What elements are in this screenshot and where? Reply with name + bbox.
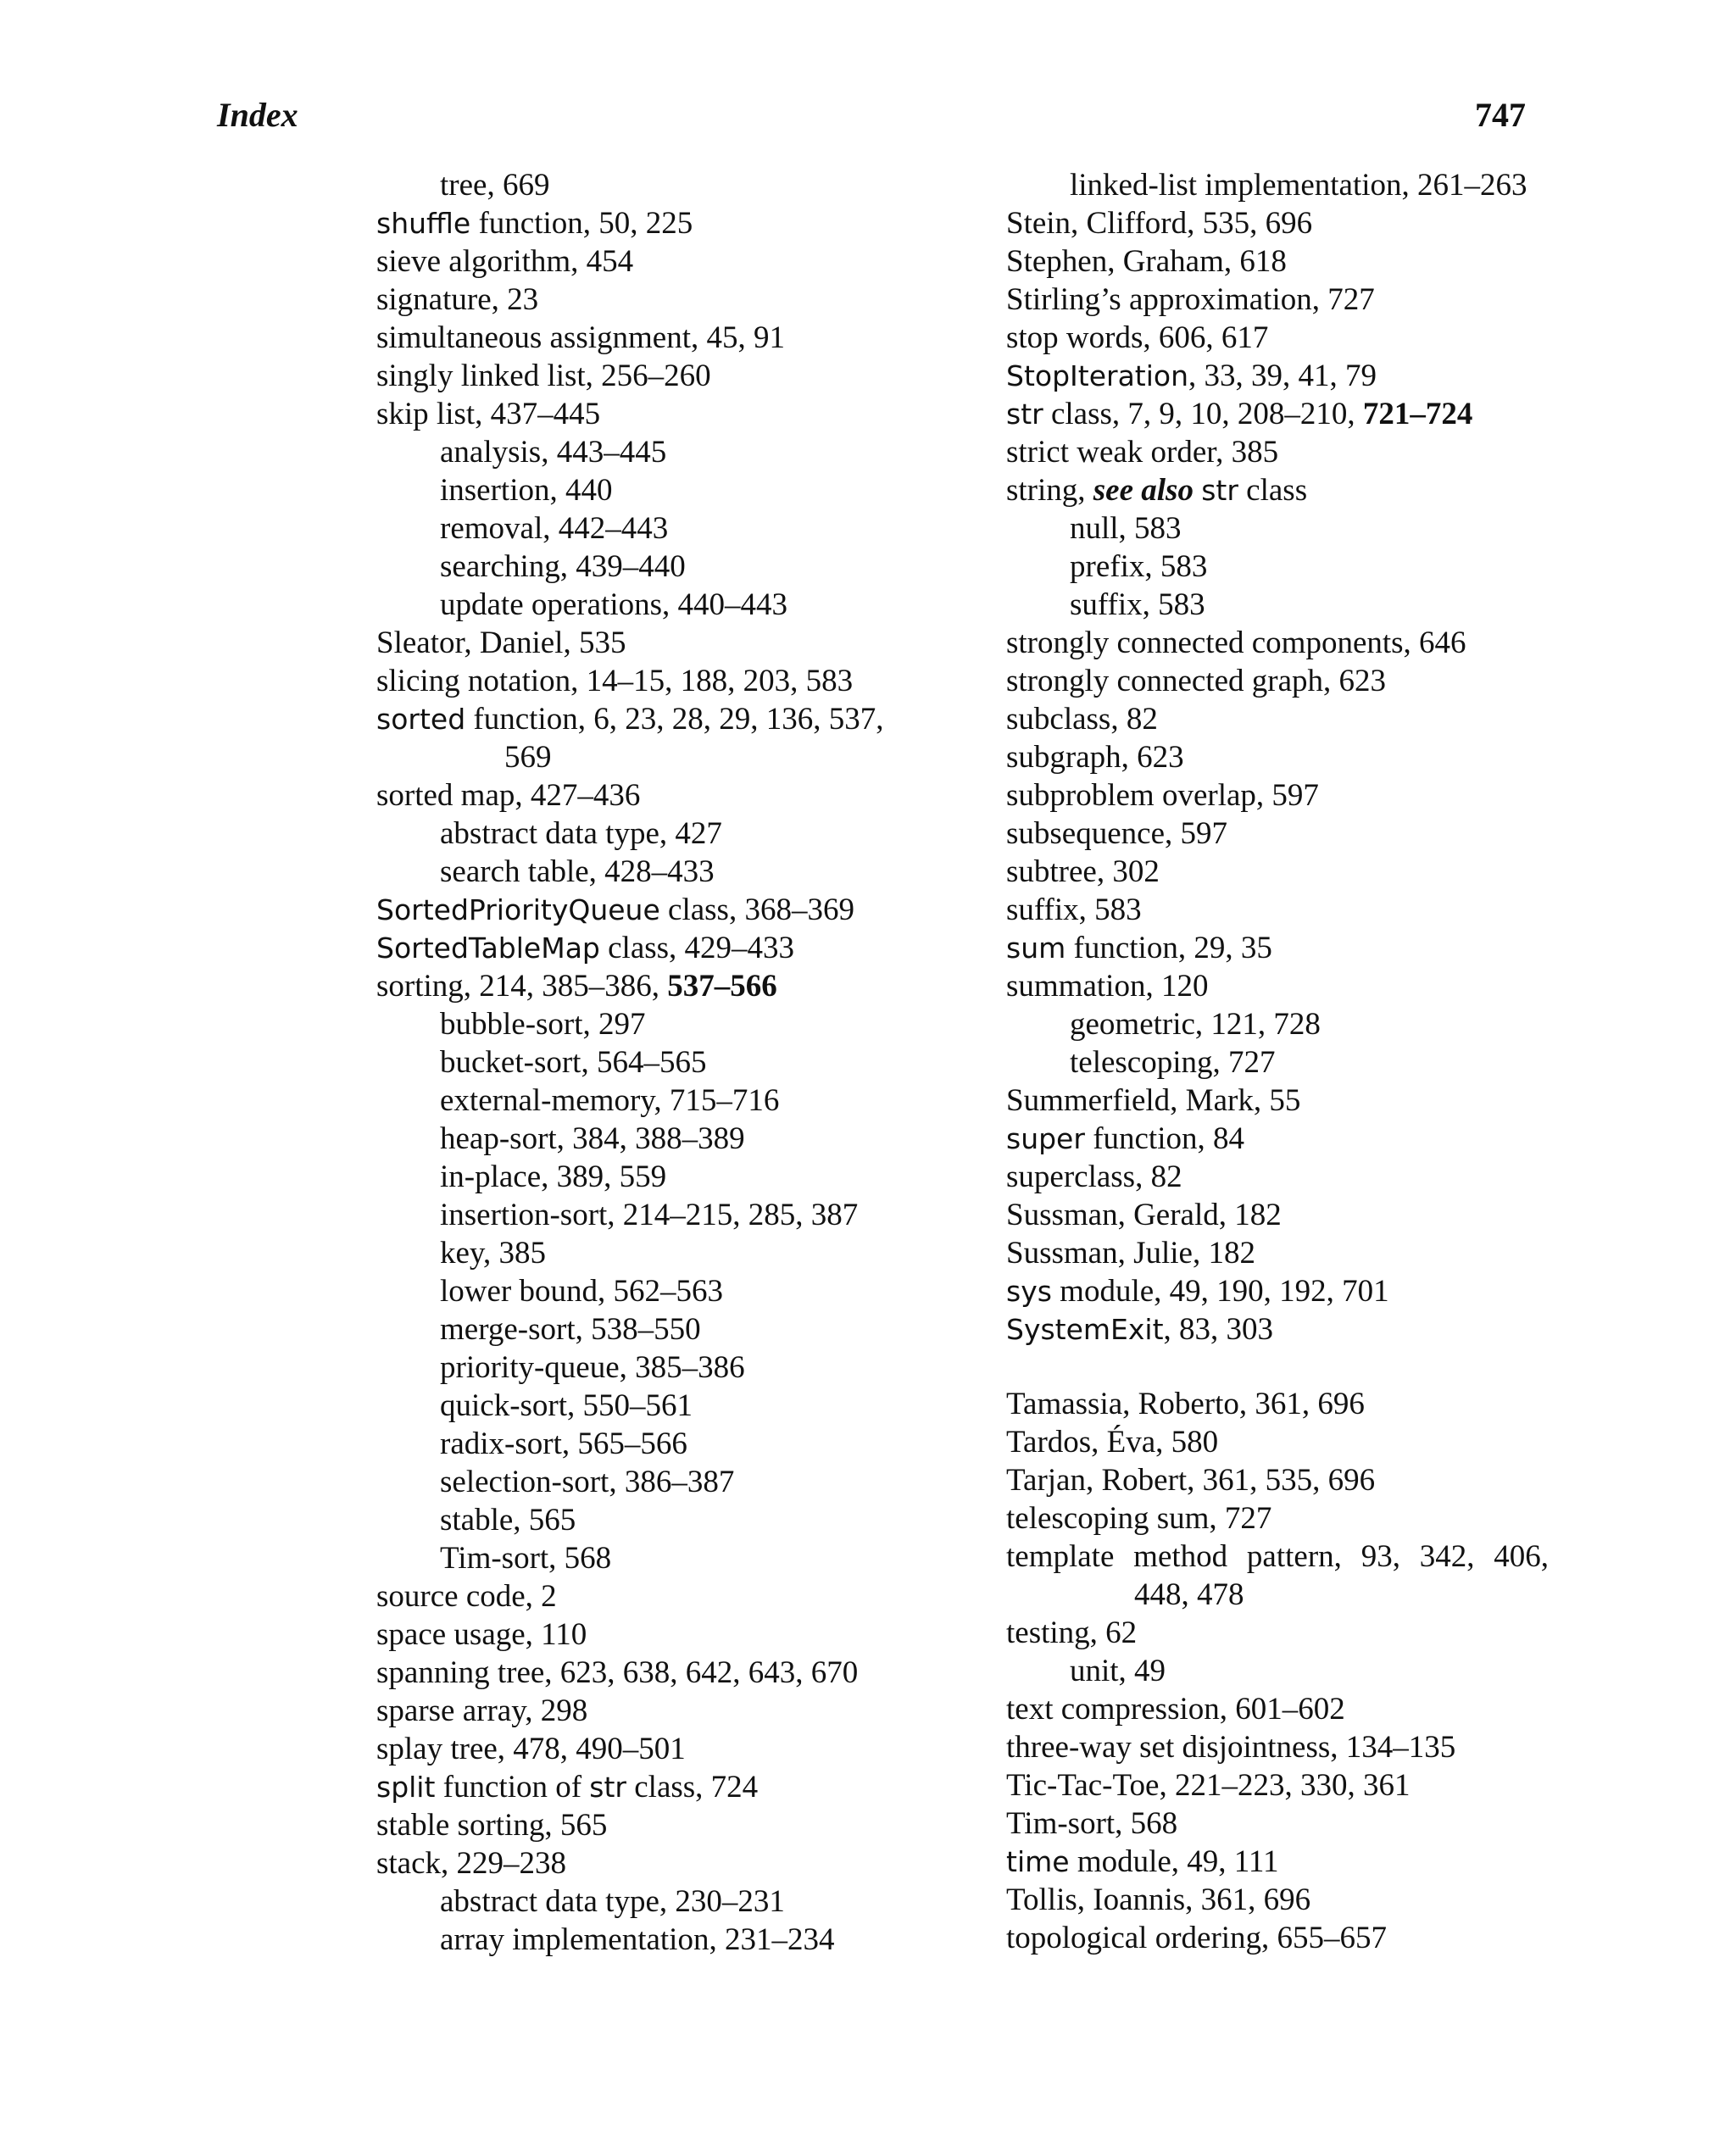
- index-subentry: [376, 586, 919, 624]
- index-subentry: [376, 1043, 919, 1082]
- entry-text: subproblem overlap, 597: [1006, 778, 1319, 813]
- entry-text: array implementation, 231–234: [440, 1922, 835, 1957]
- index-subentry: [376, 1387, 919, 1425]
- index-subentry: [376, 1501, 919, 1539]
- index-entry: [1006, 1423, 1549, 1461]
- index-entry: [376, 1615, 919, 1654]
- index-subentry: [1006, 1005, 1549, 1043]
- code-term: SystemExit: [1006, 1313, 1164, 1346]
- index-entry: [1006, 319, 1549, 357]
- index-column-right: [1006, 166, 1549, 1957]
- entry-text: abstract data type, 427: [440, 816, 722, 851]
- entry-text: , 83, 303: [1163, 1312, 1274, 1347]
- index-entry: [376, 1806, 919, 1844]
- entry-text: radix-sort, 565–566: [440, 1426, 687, 1461]
- primary-page-range: 721–724: [1362, 397, 1473, 431]
- index-subentry: [376, 1005, 919, 1043]
- index-subentry: [376, 1539, 919, 1577]
- index-entry: [376, 662, 919, 700]
- entry-text: class, 429–433: [599, 931, 795, 965]
- index-entry: [1006, 471, 1549, 509]
- entry-text: analysis, 443–445: [440, 435, 667, 470]
- index-entry: [1006, 1082, 1549, 1120]
- index-entry: [1006, 853, 1549, 891]
- entry-text: singly linked list, 256–260: [376, 359, 711, 393]
- index-entry: [1006, 700, 1549, 738]
- entry-text: subsequence, 597: [1006, 816, 1227, 851]
- entry-text: sparse array, 298: [376, 1693, 588, 1728]
- entry-text: stable, 565: [440, 1503, 576, 1538]
- index-entry: [1006, 1690, 1549, 1728]
- index-entry: [1006, 1310, 1549, 1349]
- entry-text: abstract data type, 230–231: [440, 1884, 785, 1919]
- entry-text: topological ordering, 655–657: [1006, 1921, 1388, 1955]
- entry-text: Stephen, Graham, 618: [1006, 244, 1287, 279]
- entry-text: subgraph, 623: [1006, 740, 1184, 775]
- index-entry: [1006, 1805, 1549, 1843]
- entry-text: sorted map, 427–436: [376, 778, 641, 813]
- entry-text: Tim-sort, 568: [440, 1541, 612, 1576]
- index-subentry: [376, 166, 919, 204]
- index-entry: [1006, 1158, 1549, 1196]
- entry-text: simultaneous assignment, 45, 91: [376, 320, 785, 355]
- index-subentry: [1006, 1043, 1549, 1082]
- entry-text: lower bound, 562–563: [440, 1274, 723, 1309]
- entry-text: spanning tree, 623, 638, 642, 643, 670: [376, 1655, 859, 1690]
- entry-text: Sleator, Daniel, 535: [376, 626, 626, 660]
- entry-text: superclass, 82: [1006, 1159, 1182, 1194]
- index-subentry: [376, 1425, 919, 1463]
- entry-text: priority-queue, 385–386: [440, 1350, 745, 1385]
- entry-text: suffix, 583: [1006, 893, 1142, 927]
- index-subentry: [376, 853, 919, 891]
- index-entry: [376, 1692, 919, 1730]
- index-subentry: [1006, 586, 1549, 624]
- entry-text: module, 49, 190, 192, 701: [1051, 1274, 1389, 1309]
- index-entry: [1006, 738, 1549, 776]
- entry-text: unit, 49: [1070, 1654, 1166, 1688]
- index-subentry: [376, 1310, 919, 1349]
- index-entry: [1006, 1461, 1549, 1499]
- index-entry: [376, 1730, 919, 1768]
- index-entry: [1006, 1499, 1549, 1538]
- entry-text: search table, 428–433: [440, 854, 715, 889]
- code-term: split: [376, 1771, 436, 1804]
- index-entry: [1006, 1766, 1549, 1805]
- entry-text: Sussman, Julie, 182: [1006, 1236, 1255, 1271]
- entry-text: key, 385: [440, 1236, 547, 1271]
- index-entry: [1006, 1120, 1549, 1158]
- code-term: sys: [1006, 1275, 1052, 1308]
- code-term: shuffle: [376, 207, 471, 240]
- entry-text: stable sorting, 565: [376, 1808, 608, 1843]
- index-entry: [376, 1844, 919, 1882]
- entry-text: prefix, 583: [1070, 549, 1208, 584]
- entry-text: testing, 62: [1006, 1615, 1138, 1650]
- entry-text: space usage, 110: [376, 1617, 587, 1652]
- entry-text: selection-sort, 386–387: [440, 1465, 735, 1499]
- entry-text: stop words, 606, 617: [1006, 320, 1269, 355]
- entry-text: skip list, 437–445: [376, 397, 601, 431]
- entry-text: Tollis, Ioannis, 361, 696: [1006, 1882, 1311, 1917]
- see-also-label: see also: [1093, 473, 1194, 508]
- entry-text: function, 29, 35: [1066, 931, 1272, 965]
- entry-text: function of: [435, 1770, 590, 1805]
- index-subentry: [376, 1158, 919, 1196]
- entry-text: function, 84: [1084, 1121, 1244, 1156]
- entry-text: class, 724: [626, 1770, 759, 1805]
- index-entry: [376, 204, 919, 242]
- entry-text: Stirling’s approximation, 727: [1006, 282, 1375, 317]
- entry-text: source code, 2: [376, 1579, 557, 1614]
- index-subentry: [376, 1082, 919, 1120]
- index-subentry: [376, 1463, 919, 1501]
- entry-text: three-way set disjointness, 134–135: [1006, 1730, 1456, 1765]
- entry-text: subtree, 302: [1006, 854, 1160, 889]
- entry-text: strongly connected components, 646: [1006, 626, 1466, 660]
- entry-text: Tarjan, Robert, 361, 535, 696: [1006, 1463, 1376, 1498]
- entry-text: update operations, 440–443: [440, 587, 787, 622]
- index-subentry: [1006, 509, 1549, 548]
- code-term: time: [1006, 1845, 1070, 1878]
- index-entry: [1006, 815, 1549, 853]
- entry-text: removal, 442–443: [440, 511, 669, 546]
- index-entry: [1006, 1881, 1549, 1919]
- index-entry: [376, 281, 919, 319]
- index-entry: [376, 967, 919, 1005]
- entry-text: class, 368–369: [659, 893, 854, 927]
- index-entry: [1006, 433, 1549, 471]
- entry-text: null, 583: [1070, 511, 1182, 546]
- index-subentry: [376, 1921, 919, 1959]
- entry-text: signature, 23: [376, 282, 539, 317]
- index-entry: [1006, 281, 1549, 319]
- entry-text: Tim-sort, 568: [1006, 1806, 1178, 1841]
- index-entry: [1006, 1728, 1549, 1766]
- entry-text: bucket-sort, 564–565: [440, 1045, 707, 1080]
- code-term: sorted: [376, 703, 466, 736]
- index-entry: [376, 395, 919, 433]
- entry-text: insertion-sort, 214–215, 285, 387: [440, 1198, 859, 1232]
- entry-text: stack, 229–238: [376, 1846, 567, 1881]
- index-subentry: [376, 548, 919, 586]
- entry-text: suffix, 583: [1070, 587, 1205, 622]
- code-term: StopIteration: [1006, 359, 1188, 392]
- page-number: 747: [1475, 96, 1526, 134]
- entry-text: sorting, 214, 385–386,: [376, 969, 668, 1004]
- entry-text: external-memory, 715–716: [440, 1083, 780, 1118]
- index-entry: [1006, 624, 1549, 662]
- entry-text: strict weak order, 385: [1006, 435, 1279, 470]
- index-entry: [1006, 1538, 1549, 1614]
- index-subentry: [376, 1272, 919, 1310]
- entry-text: telescoping, 727: [1070, 1045, 1276, 1080]
- index-subentry: [376, 1196, 919, 1234]
- index-entry: [376, 357, 919, 395]
- index-entry: [1006, 1272, 1549, 1310]
- index-subentry: [376, 433, 919, 471]
- index-entry: [376, 700, 919, 776]
- index-entry: [376, 624, 919, 662]
- index-column-left: [376, 166, 919, 1959]
- code-term: SortedPriorityQueue: [376, 893, 660, 926]
- entry-text: in-place, 389, 559: [440, 1159, 667, 1194]
- index-entry: [1006, 357, 1549, 395]
- entry-text: bubble-sort, 297: [440, 1007, 646, 1042]
- page-header: [217, 95, 1526, 146]
- index-entry: [376, 929, 919, 967]
- index-entry: [376, 1768, 919, 1806]
- entry-text: telescoping sum, 727: [1006, 1501, 1272, 1536]
- index-entry: [376, 1654, 919, 1692]
- code-term: str: [1006, 398, 1043, 431]
- entry-text: Sussman, Gerald, 182: [1006, 1198, 1282, 1232]
- index-entry: [376, 891, 919, 929]
- entry-text: Stein, Clifford, 535, 696: [1006, 206, 1313, 241]
- entry-text: linked-list implementation, 261–263: [1070, 168, 1527, 203]
- index-subentry: [376, 815, 919, 853]
- entry-text: [1194, 473, 1201, 508]
- index-subentry: [376, 471, 919, 509]
- entry-text: splay tree, 478, 490–501: [376, 1732, 686, 1766]
- index-entry: [1006, 1385, 1549, 1423]
- entry-text: class: [1238, 473, 1308, 508]
- entry-text: insertion, 440: [440, 473, 613, 508]
- index-subentry: [376, 1349, 919, 1387]
- index-entry: [1006, 1919, 1549, 1957]
- index-entry: [1006, 891, 1549, 929]
- entry-text: summation, 120: [1006, 969, 1209, 1004]
- index-entry: [1006, 1234, 1549, 1272]
- index-entry: [1006, 929, 1549, 967]
- entry-text: module, 49, 111: [1069, 1844, 1279, 1879]
- entry-text: Tic-Tac-Toe, 221–223, 330, 361: [1006, 1768, 1410, 1803]
- index-entry: [1006, 1196, 1549, 1234]
- index-entry: [1006, 1843, 1549, 1881]
- entry-text: slicing notation, 14–15, 188, 203, 583: [376, 664, 854, 698]
- entry-text: class, 7, 9, 10, 208–210,: [1043, 397, 1363, 431]
- running-head-title: Index: [217, 96, 298, 134]
- code-term: super: [1006, 1122, 1085, 1155]
- entry-text: text compression, 601–602: [1006, 1692, 1345, 1727]
- entry-text: heap-sort, 384, 388–389: [440, 1121, 745, 1156]
- index-entry: [1006, 1614, 1549, 1652]
- index-subentry: [376, 509, 919, 548]
- index-subentry: [376, 1882, 919, 1921]
- index-entry: [376, 319, 919, 357]
- code-term: str: [1201, 474, 1238, 507]
- code-term: sum: [1006, 931, 1066, 965]
- entry-text: string,: [1006, 473, 1093, 508]
- entry-text: Summerfield, Mark, 55: [1006, 1083, 1301, 1118]
- index-entry: [1006, 967, 1549, 1005]
- entry-text: searching, 439–440: [440, 549, 686, 584]
- entry-text: merge-sort, 538–550: [440, 1312, 701, 1347]
- entry-text: strongly connected graph, 623: [1006, 664, 1386, 698]
- index-entry: [1006, 776, 1549, 815]
- code-term: SortedTableMap: [376, 931, 600, 965]
- index-subentry: [1006, 1652, 1549, 1690]
- entry-text: function, 50, 225: [470, 206, 693, 241]
- index-entry: [1006, 242, 1549, 281]
- primary-page-range: 537–566: [667, 969, 777, 1004]
- index-subentry: [1006, 548, 1549, 586]
- entry-text: subclass, 82: [1006, 702, 1158, 737]
- entry-text: quick-sort, 550–561: [440, 1388, 693, 1423]
- entry-text: , 33, 39, 41, 79: [1188, 359, 1377, 393]
- index-entry: [1006, 204, 1549, 242]
- entry-text: Tamassia, Roberto, 361, 696: [1006, 1387, 1365, 1421]
- code-term: str: [589, 1771, 626, 1804]
- index-subentry: [376, 1234, 919, 1272]
- index-entry: [376, 1577, 919, 1615]
- index-subentry: [376, 1120, 919, 1158]
- index-entry: [1006, 395, 1549, 433]
- index-entry: [376, 242, 919, 281]
- index-entry: [1006, 662, 1549, 700]
- index-subentry: [1006, 166, 1549, 204]
- entry-text: function, 6, 23, 28, 29, 136, 537, 569: [465, 702, 884, 775]
- entry-text: geometric, 121, 728: [1070, 1007, 1321, 1042]
- entry-text: template method pattern, 93, 342, 406, 448, 478: [1006, 1539, 1549, 1612]
- entry-text: sieve algorithm, 454: [376, 244, 634, 279]
- entry-text: tree, 669: [440, 168, 550, 203]
- entry-text: Tardos, Éva, 580: [1006, 1425, 1219, 1460]
- index-entry: [376, 776, 919, 815]
